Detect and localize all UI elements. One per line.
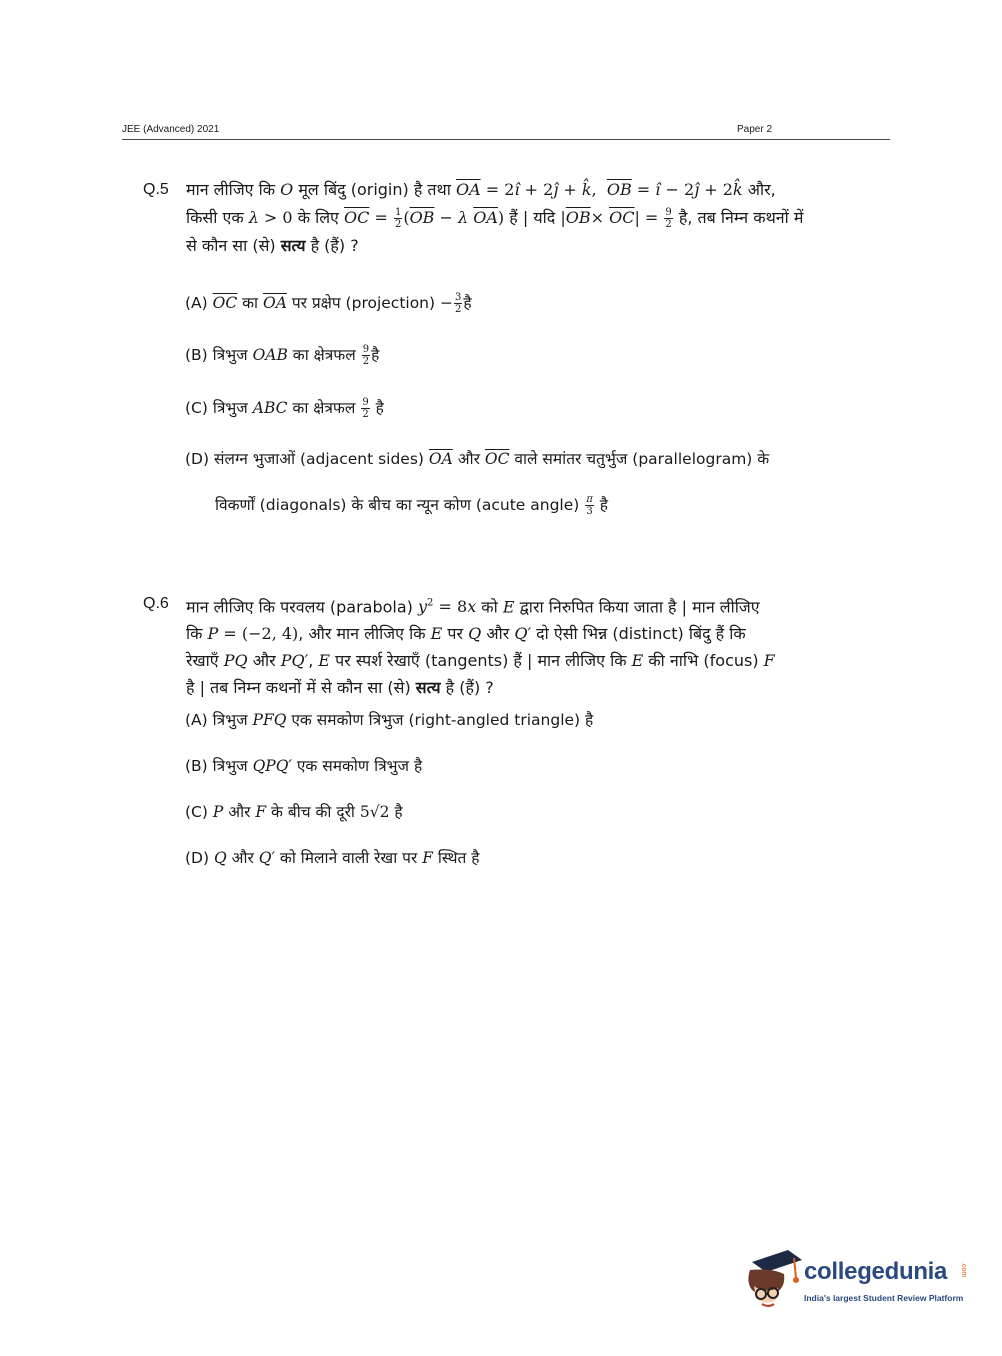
- question-text: मान लीजिए कि O मूल बिंदु (origin) है तथा $\overline{OA}$ = 2î + 2ĵ + k̂, $\overline{OB}$ = î − 2ĵ + 2k̂ और, किसी एक λ > 0 के लिए $\overline{OC}$ = $\frac{1}{2}$ ($\overline{OB} - \lambda$ $\overline{OA}$) हैं | यदि $|\overline{OB}\times \overline{OC}|$ = $\frac{9}{2}$ है, तब निम्न कथनों में से कौन सा (से) सत्य है (हैं) ?: [186, 180, 804, 255]
- question-number: Q.6: [143, 595, 169, 612]
- brand-name: collegedunia: [804, 1258, 948, 1285]
- question-5: [143, 176, 823, 260]
- q5-option-d-line2: विकर्णों (diagonals) के बीच का न्यून कोण (acute angle) $\frac{\pi}{3}$ है: [215, 494, 608, 517]
- mascot-icon: [742, 1248, 804, 1318]
- question-6: [143, 590, 823, 701]
- q6-option-c: (C) P और F के बीच की दूरी 5√2 है: [185, 803, 403, 821]
- paper-label: Paper 2: [737, 124, 773, 135]
- q6-option-b: (B) त्रिभुज QPQ′ एक समकोण त्रिभुज है: [185, 757, 423, 775]
- q6-option-d: (D) Q और Q′ को मिलाने वाली रेखा पर F स्थित है: [185, 849, 480, 867]
- question-text: मान लीजिए कि परवलय (parabola) $y^2 = 8x$ को E द्वारा निरुपित किया जाता है | मान लीजिए कि P = (−2, 4), और मान लीजिए कि E पर Q और Q′ दो ऐसी भिन्न (distinct) बिंदु हैं कि रेखाएँ PQ और PQ′, E पर स्पर्श रेखाएँ (tangents) हैं | मान लीजिए कि E की नाभि (focus) F है | तब निम्न कथनों में से कौन सा (से) सत्य है (हैं) ?: [186, 597, 775, 698]
- exam-title: JEE (Advanced) 2021: [122, 124, 220, 135]
- q6-option-a: (A) त्रिभुज PFQ एक समकोण त्रिभुज (right-angled triangle) है: [185, 711, 594, 729]
- page-header: [122, 123, 890, 140]
- q5-option-a: (A) $\overline{OC}$ का $\overline{OA}$ पर प्रक्षेप (projection) − $\frac{3}{2}$ है: [185, 292, 472, 315]
- q5-option-c: (C) त्रिभुज ABC का क्षेत्रफल $\frac{9}{2}$ है: [185, 397, 384, 420]
- q5-option-d: (D) संलग्न भुजाओं (adjacent sides) $\overline{OA}$ और $\overline{OC}$ वाले समांतर चतुर्भुज (parallelogram) के: [185, 450, 770, 468]
- question-number: Q.5: [143, 181, 169, 198]
- brand-tagline: India's largest Student Review Platform: [804, 1293, 964, 1303]
- collegedunia-logo: [742, 1248, 972, 1318]
- q5-option-b: (B) त्रिभुज OAB का क्षेत्रफल $\frac{9}{2}$ है: [185, 344, 380, 367]
- brand-com: .com: [960, 1262, 967, 1278]
